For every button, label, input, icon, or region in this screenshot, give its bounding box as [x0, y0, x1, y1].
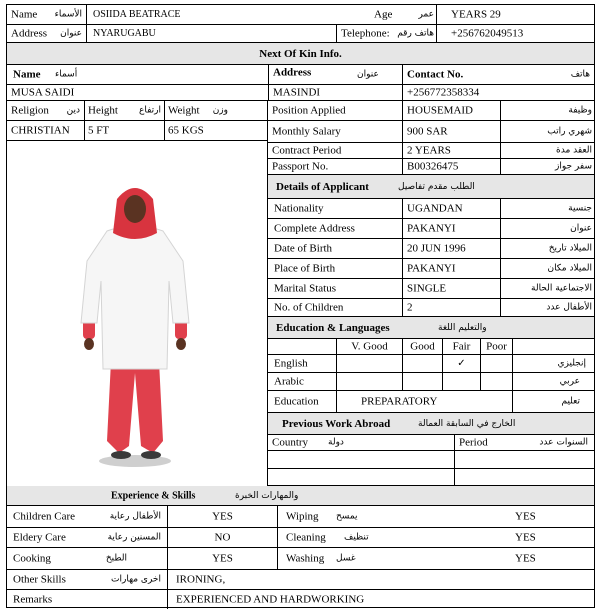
nok-address-label-ar: عنوان [357, 69, 379, 80]
passport-label-cell [268, 159, 402, 174]
children-care-label: Children Care [13, 509, 76, 522]
work-abroad-empty-row [268, 469, 594, 486]
next-of-kin-title: Next Of Kin Info. [259, 47, 342, 60]
other-skills-row [7, 570, 594, 590]
passport-label-ar-cell [500, 159, 596, 174]
skills-row [7, 548, 594, 570]
physical-label-row [7, 101, 267, 121]
col-good: Good [410, 339, 435, 352]
name-label-cell [7, 5, 86, 24]
height-label-cell [84, 101, 164, 120]
contract-value: 2 YEARS [407, 143, 451, 156]
eldery-care-label: Eldery Care [13, 530, 66, 543]
salary-row [268, 121, 594, 143]
nok-name-value: MUSA SAIDI [11, 85, 75, 98]
children-care-value: YES [212, 509, 233, 522]
address-label-cell [7, 25, 86, 42]
religion-value: CHRISTIAN [11, 123, 70, 136]
weight-value: 65 KGS [168, 123, 204, 136]
telephone-label-cell [336, 25, 436, 42]
details-row [268, 279, 594, 299]
position-label-ar-cell [500, 101, 596, 120]
contract-label-ar: العقد مدة [556, 145, 592, 156]
address-label-ar: عنوان [60, 28, 82, 39]
age-value: YEARS 29 [451, 7, 501, 20]
skills-title-ar: والمهارات الخبرة [235, 490, 299, 501]
weight-label-ar: وزن [212, 105, 228, 116]
washing-label: Washing [286, 551, 325, 564]
name-value: OSIIDA BEATRACE [93, 8, 181, 20]
details-row [268, 239, 594, 259]
marital-status-label-ar: الاجتماعية الحالة [531, 283, 592, 294]
complete-address-label: Complete Address [274, 221, 355, 234]
eldery-care-value: NO [214, 530, 231, 543]
education-level-row [268, 391, 594, 413]
passport-value-cell [402, 159, 500, 174]
col-fair: Fair [452, 339, 471, 352]
other-skills-label-ar: اخرى مهارات [111, 574, 161, 585]
contract-label-ar-cell [500, 143, 596, 158]
age-label: Age [374, 7, 393, 20]
details-title-ar: الطلب مقدم تفاصيل [398, 181, 475, 192]
education-title: Education & Languages [276, 321, 390, 334]
salary-label-ar: شهري راتب [547, 126, 592, 137]
nok-contact-value-cell [402, 85, 596, 100]
nationality-value: UGANDAN [407, 201, 463, 214]
children-care-label-ar: الأطفال رعاية [109, 511, 161, 522]
col-poor: Poor [486, 339, 507, 352]
english-row [268, 355, 594, 373]
contract-row [268, 143, 594, 159]
passport-label: Passport No. [272, 159, 329, 172]
details-row [268, 259, 594, 279]
passport-row [268, 159, 594, 175]
education-value: PREPARATORY [361, 394, 438, 407]
work-abroad-title-ar: الخارج في السابقة العمالة [418, 418, 516, 429]
height-value-cell [84, 121, 164, 140]
name-value-cell [86, 5, 372, 24]
marital-status-label: Marital Status [274, 281, 337, 294]
name-row [7, 5, 594, 25]
cooking-label-ar: الطبخ [105, 553, 127, 564]
english-label-ar: إنجليزي [557, 358, 586, 369]
skills-title: Experience & Skills [111, 490, 196, 501]
nok-name-value-cell [7, 85, 268, 100]
passport-value: B00326475 [407, 159, 459, 172]
education-columns-row [268, 339, 594, 355]
address-row [7, 25, 594, 43]
age-label-cell [372, 5, 436, 24]
remarks-value: EXPERIENCED AND HARDWORKING [176, 592, 365, 605]
english-fair-checkmark: ✓ [457, 357, 466, 369]
eldery-care-label-ar: المسنين رعاية [107, 532, 161, 543]
salary-label: Monthly Salary [272, 124, 341, 137]
passport-label-ar: سفر جواز [555, 161, 592, 172]
height-value: 5 FT [88, 123, 110, 136]
work-abroad-empty-row [268, 451, 594, 469]
left-block [7, 101, 268, 486]
nok-contact-label: Contact No. [407, 67, 464, 80]
position-value: HOUSEMAID [407, 103, 473, 116]
salary-label-cell [268, 121, 402, 142]
children-count-label: No. of Children [274, 300, 344, 313]
physical-value-row [7, 121, 267, 141]
telephone-value: +256762049513 [451, 26, 524, 39]
skills-header [7, 486, 594, 506]
contract-value-cell [402, 143, 500, 158]
nok-address-value-cell [268, 85, 402, 100]
name-label-ar: الأسماء [54, 9, 82, 20]
contract-label: Contract Period [272, 143, 342, 156]
salary-value: 900 SAR [407, 124, 448, 137]
name-label: Name [11, 7, 38, 20]
work-abroad-columns-row [268, 435, 594, 451]
cooking-value: YES [212, 551, 233, 564]
arabic-label-ar: عربي [559, 376, 580, 387]
religion-label: Religion [11, 103, 49, 116]
position-label: Position Applied [272, 103, 346, 116]
salary-label-ar-cell [500, 121, 596, 142]
contract-label-cell [268, 143, 402, 158]
weight-label-cell [164, 101, 268, 120]
applicant-photo [7, 141, 267, 486]
nok-name-label-cell [7, 65, 268, 84]
next-of-kin-header [7, 43, 594, 65]
weight-label: Weight [168, 103, 200, 116]
age-label-ar: عمر [418, 9, 434, 20]
cleaning-label: Cleaning [286, 530, 326, 543]
wiping-value: YES [515, 509, 536, 522]
skills-row [7, 506, 594, 528]
marital-status-value: SINGLE [407, 281, 447, 294]
nationality-label-ar: جنسية [568, 203, 592, 214]
telephone-value-cell [436, 25, 596, 42]
nok-value-row [7, 85, 594, 101]
remarks-row [7, 590, 594, 609]
position-value-cell [402, 101, 500, 120]
position-label-ar: وظيفة [568, 105, 592, 116]
place-of-birth-label: Place of Birth [274, 261, 336, 274]
arabic-row [268, 373, 594, 391]
cleaning-value: YES [515, 530, 536, 543]
position-row [268, 101, 594, 121]
education-label: Education [274, 394, 319, 407]
complete-address-value: PAKANYI [407, 221, 456, 234]
period-label: Period [459, 435, 488, 448]
nok-address-label-cell [268, 65, 402, 84]
applicant-figure-illustration [7, 141, 267, 486]
details-row [268, 299, 594, 317]
address-value-cell [86, 25, 336, 42]
country-label-ar: دولة [328, 437, 344, 448]
washing-value: YES [515, 551, 536, 564]
other-skills-label: Other Skills [13, 572, 66, 585]
date-of-birth-label-ar: الميلاد تاريخ [548, 243, 592, 254]
nok-contact-label-ar: هاتف [570, 69, 590, 80]
children-count-label-ar: الأطفال عدد [546, 302, 592, 313]
salary-value-cell [402, 121, 500, 142]
place-of-birth-value: PAKANYI [407, 261, 456, 274]
nok-address-label: Address [273, 66, 312, 78]
nok-address-value: MASINDI [273, 85, 321, 98]
education-header [268, 317, 594, 339]
position-label-cell [268, 101, 402, 120]
wiping-label-ar: يمسح [336, 511, 358, 522]
work-abroad-title: Previous Work Abroad [282, 417, 391, 430]
arabic-label: Arabic [274, 374, 304, 387]
nationality-label: Nationality [274, 201, 324, 214]
details-header [268, 175, 594, 199]
nok-contact-value: +256772358334 [407, 85, 480, 98]
cooking-label: Cooking [13, 551, 51, 564]
address-value: NYARUGABU [93, 27, 156, 39]
nok-label-row [7, 65, 594, 85]
height-label-ar: ارتفاع [138, 105, 161, 116]
weight-value-cell [164, 121, 268, 140]
cleaning-label-ar: تنظيف [344, 532, 369, 543]
period-label-ar: السنوات عدد [539, 437, 588, 448]
other-skills-value: IRONING, [176, 572, 226, 585]
religion-value-cell [7, 121, 84, 140]
date-of-birth-label: Date of Birth [274, 241, 333, 254]
telephone-label: Telephone: [341, 26, 390, 39]
nok-name-label-ar: أسماء [55, 69, 78, 80]
details-title: Details of Applicant [276, 180, 369, 193]
religion-label-cell [7, 101, 84, 120]
place-of-birth-label-ar: الميلاد مكان [547, 263, 592, 274]
col-very-good: V. Good [351, 339, 388, 352]
wiping-label: Wiping [286, 509, 319, 522]
height-label: Height [88, 103, 118, 116]
age-value-cell [436, 5, 596, 24]
telephone-label-ar: هاتف رقم [397, 28, 434, 39]
nok-name-label: Name [13, 67, 41, 80]
education-title-ar: والتعليم اللغة [438, 322, 487, 333]
religion-label-ar: دين [66, 105, 80, 116]
education-label-ar: تعليم [561, 396, 580, 407]
complete-address-label-ar: عنوان [570, 223, 592, 234]
date-of-birth-value: 20 JUN 1996 [407, 241, 466, 254]
address-label: Address [11, 26, 48, 39]
washing-label-ar: غسل [336, 553, 356, 564]
remarks-label: Remarks [13, 592, 53, 605]
country-label: Country [272, 435, 309, 448]
english-label: English [274, 356, 308, 369]
application-form [6, 4, 595, 608]
skills-row [7, 528, 594, 548]
details-row [268, 219, 594, 239]
children-count-value: 2 [407, 300, 413, 313]
work-abroad-header [268, 413, 594, 435]
nok-contact-label-cell [402, 65, 596, 84]
details-row [268, 199, 594, 219]
